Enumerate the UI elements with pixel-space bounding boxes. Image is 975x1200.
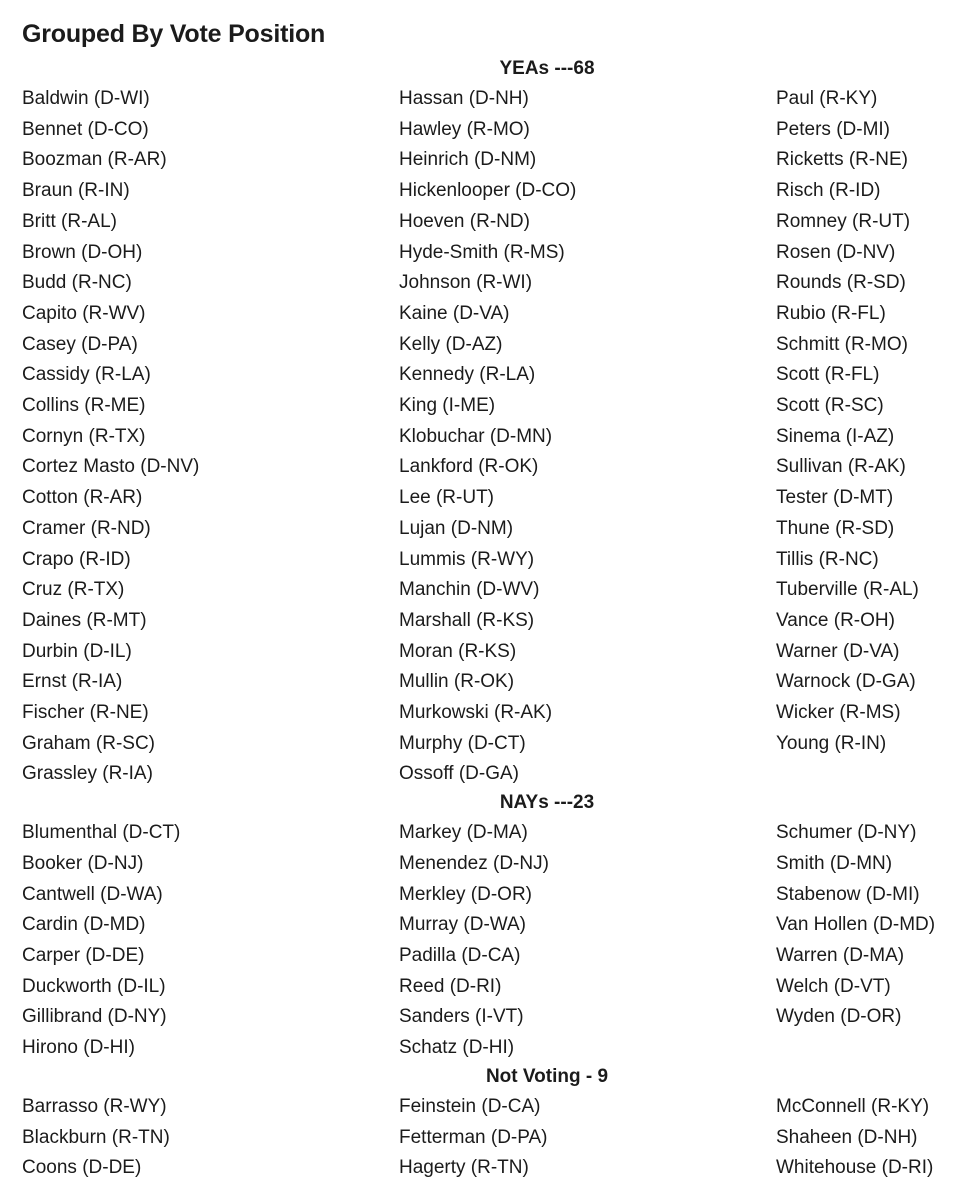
vote-group <box>22 790 975 1064</box>
senator-name: Sinema (I-AZ) <box>776 425 895 447</box>
senator-column <box>22 84 399 790</box>
senator-name: Cruz (R-TX) <box>22 579 125 601</box>
senator-name: Warren (D-MA) <box>776 944 905 966</box>
senator-name: Fischer (R-NE) <box>22 702 149 724</box>
senator-name: Blackburn (R-TN) <box>22 1126 170 1148</box>
senator-name: Hickenlooper (D-CO) <box>399 180 577 202</box>
senator-name: Hassan (D-NH) <box>399 88 529 109</box>
vote-group <box>22 1064 975 1184</box>
senator-name: Kaine (D-VA) <box>399 302 510 324</box>
senator-name: Warnock (D-GA) <box>776 671 916 693</box>
group-heading: Not Voting - 9 <box>485 1065 609 1087</box>
senator-name: Murray (D-WA) <box>399 914 526 936</box>
senator-name: Kelly (D-AZ) <box>399 333 503 355</box>
senator-name: Peters (D-MI) <box>776 118 890 140</box>
senator-name: Sullivan (R-AK) <box>776 456 906 478</box>
senator-name: Lankford (R-OK) <box>399 456 539 478</box>
senator-name: Hagerty (R-TN) <box>399 1157 529 1179</box>
senator-name: Rosen (D-NV) <box>776 241 896 263</box>
senator-name: Padilla (D-CA) <box>399 944 521 966</box>
senator-name: Young (R-IN) <box>776 732 887 754</box>
senator-name: Feinstein (D-CA) <box>399 1095 541 1117</box>
senator-column <box>22 818 399 1064</box>
senator-name: Moran (R-KS) <box>399 640 517 662</box>
senator-name: Schumer (D-NY) <box>776 822 917 844</box>
senator-name: Kennedy (R-LA) <box>399 364 536 386</box>
senator-name: Hawley (R-MO) <box>399 118 530 140</box>
senator-name: Barrasso (R-WY) <box>22 1095 167 1117</box>
senator-name: Daines (R-MT) <box>22 609 147 631</box>
senator-name: Ernst (R-IA) <box>22 671 123 693</box>
senator-name: Baldwin (D-WI) <box>22 88 150 109</box>
page-title: Grouped By Vote Position <box>22 20 326 48</box>
senator-name: Capito (R-WV) <box>22 302 146 324</box>
senator-name: Sanders (I-VT) <box>399 1006 524 1028</box>
senator-name: Whitehouse (D-RI) <box>776 1157 934 1179</box>
senator-name: Cramer (R-ND) <box>22 517 151 539</box>
senator-name: McConnell (R-KY) <box>776 1095 930 1117</box>
senator-name: Tester (D-MT) <box>776 487 894 509</box>
senator-name: Scott (R-FL) <box>776 364 880 386</box>
senator-name: Rounds (R-SD) <box>776 272 906 294</box>
senator-column <box>399 818 776 1064</box>
senator-name: Cantwell (D-WA) <box>22 883 163 905</box>
senator-name: Bennet (D-CO) <box>22 118 149 140</box>
senator-name: Ossoff (D-GA) <box>399 763 519 785</box>
senator-name: Graham (R-SC) <box>22 732 156 754</box>
senator-name: Schmitt (R-MO) <box>776 333 908 355</box>
senator-name: Cornyn (R-TX) <box>22 425 146 447</box>
senator-name: Wyden (D-OR) <box>776 1006 902 1028</box>
senator-name: Cortez Masto (D-NV) <box>22 456 200 478</box>
senator-name: Durbin (D-IL) <box>22 640 132 662</box>
senator-name: Scott (R-SC) <box>776 395 884 417</box>
senator-name: Brown (D-OH) <box>22 241 143 263</box>
senator-column <box>399 84 776 790</box>
senator-name: Murphy (D-CT) <box>399 732 526 754</box>
senator-name: Stabenow (D-MI) <box>776 883 920 905</box>
senator-name: Romney (R-UT) <box>776 210 911 232</box>
vote-group <box>22 56 975 790</box>
senator-name: Wicker (R-MS) <box>776 702 901 724</box>
senator-name: Heinrich (D-NM) <box>399 149 537 171</box>
senator-name: Cassidy (R-LA) <box>22 364 151 386</box>
senator-name: Lujan (D-NM) <box>399 517 514 539</box>
senator-column <box>776 1092 975 1184</box>
senator-name: Merkley (D-OR) <box>399 883 532 905</box>
senator-name: Booker (D-NJ) <box>22 852 144 874</box>
senator-name: Murkowski (R-AK) <box>399 702 553 724</box>
senator-name: Reed (D-RI) <box>399 975 502 997</box>
senator-name: Fetterman (D-PA) <box>399 1126 548 1148</box>
senator-name: Duckworth (D-IL) <box>22 975 166 997</box>
senator-name: Marshall (R-KS) <box>399 609 535 631</box>
senator-name: Crapo (R-ID) <box>22 548 131 570</box>
senator-name: Blumenthal (D-CT) <box>22 822 181 844</box>
senator-name: King (I-ME) <box>399 395 496 417</box>
senator-name: Budd (R-NC) <box>22 272 132 294</box>
senator-name: Risch (R-ID) <box>776 180 881 202</box>
senator-name: Lummis (R-WY) <box>399 548 535 570</box>
senator-name: Coons (D-DE) <box>22 1157 142 1179</box>
senator-name: Ricketts (R-NE) <box>776 149 908 171</box>
senator-name: Shaheen (D-NH) <box>776 1126 918 1148</box>
senator-name: Manchin (D-WV) <box>399 579 540 601</box>
senator-name: Hirono (D-HI) <box>22 1037 135 1059</box>
senator-name: Hyde-Smith (R-MS) <box>399 241 565 263</box>
senator-name: Schatz (D-HI) <box>399 1037 515 1059</box>
vote-groups <box>22 56 975 1184</box>
senator-name: Menendez (D-NJ) <box>399 852 549 874</box>
senator-name: Tillis (R-NC) <box>776 548 879 570</box>
senator-name: Britt (R-AL) <box>22 210 117 232</box>
senator-name: Lee (R-UT) <box>399 487 495 509</box>
group-heading: NAYs ---23 <box>499 792 595 814</box>
senator-columns <box>22 84 975 790</box>
senator-name: Hoeven (R-ND) <box>399 210 530 232</box>
senator-name: Braun (R-IN) <box>22 180 130 202</box>
senator-name: Warner (D-VA) <box>776 640 900 662</box>
senator-name: Thune (R-SD) <box>776 517 895 539</box>
senator-name: Smith (D-MN) <box>776 852 893 874</box>
senator-column <box>399 1092 776 1184</box>
senator-name: Cardin (D-MD) <box>22 914 146 936</box>
senator-name: Boozman (R-AR) <box>22 149 167 171</box>
senator-name: Paul (R-KY) <box>776 88 878 109</box>
senator-name: Collins (R-ME) <box>22 395 146 417</box>
senator-name: Markey (D-MA) <box>399 822 528 844</box>
senator-name: Van Hollen (D-MD) <box>776 914 936 936</box>
senator-name: Klobuchar (D-MN) <box>399 425 553 447</box>
senator-name: Rubio (R-FL) <box>776 302 886 324</box>
senator-name: Gillibrand (D-NY) <box>22 1006 167 1028</box>
senator-columns <box>22 1092 975 1184</box>
senator-columns <box>22 818 975 1064</box>
group-heading: YEAs ---68 <box>499 58 595 79</box>
senator-column <box>776 84 975 790</box>
senator-name: Cotton (R-AR) <box>22 487 143 509</box>
senator-column <box>776 818 975 1064</box>
senator-name: Tuberville (R-AL) <box>776 579 919 601</box>
senator-name: Mullin (R-OK) <box>399 671 515 693</box>
senator-name: Welch (D-VT) <box>776 975 891 997</box>
senator-name: Johnson (R-WI) <box>399 272 533 294</box>
senator-name: Vance (R-OH) <box>776 609 895 631</box>
senator-name: Casey (D-PA) <box>22 333 138 355</box>
senator-name: Carper (D-DE) <box>22 944 145 966</box>
senator-name: Grassley (R-IA) <box>22 763 153 785</box>
senator-column <box>22 1092 399 1184</box>
